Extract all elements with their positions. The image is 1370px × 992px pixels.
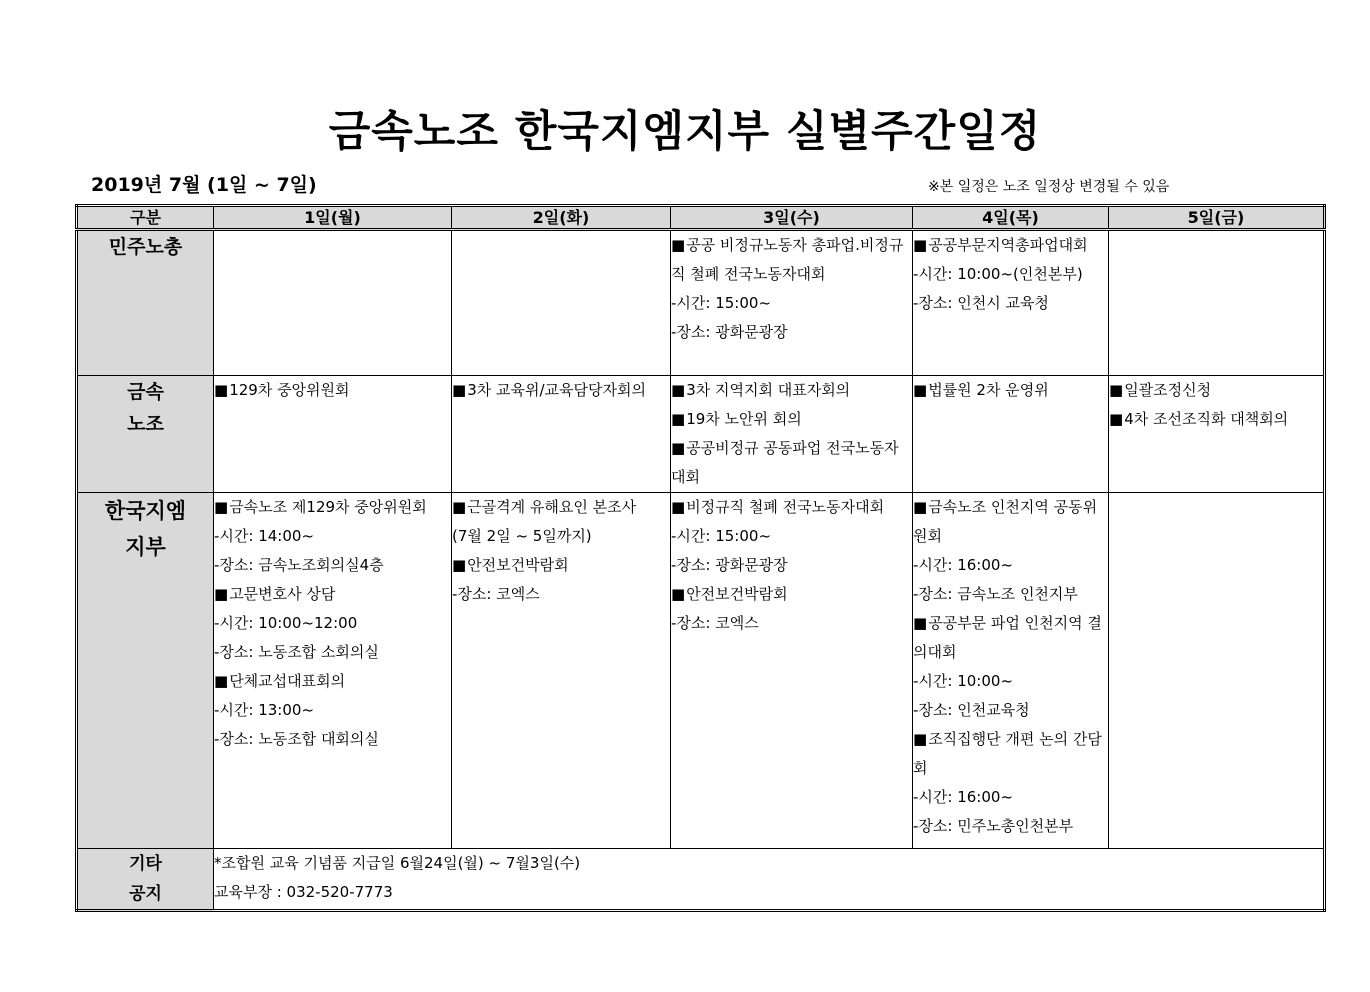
schedule-detail: -장소: 코엑스 [671, 614, 759, 632]
schedule-item: ■ 공공비정규 공동파업 전국노동자대회 [671, 434, 912, 492]
schedule-notice: ※본 일정은 노조 일정상 변경될 수 있음 [928, 179, 1170, 195]
schedule-cell [671, 376, 913, 493]
etc-notice-cell [214, 849, 1325, 911]
schedule-cell [452, 230, 671, 376]
schedule-cell [913, 376, 1109, 493]
schedule-item: ■ 근골격계 유해요인 본조사 [452, 493, 670, 522]
schedule-detail: -장소: 금속노조회의실4층 [214, 556, 384, 574]
row-category-gm-korea [77, 493, 214, 849]
schedule-item: ■ 3차 지역지회 대표자회의 [671, 376, 912, 405]
etc-notice-line: 교육부장 : 032-520-7773 [214, 883, 393, 901]
schedule-detail: -장소: 금속노조 인천지부 [913, 585, 1078, 603]
schedule-item: ■ 4차 조선조직화 대책회의 [1109, 405, 1323, 434]
schedule-cell [671, 230, 913, 376]
schedule-item: ■ 공공부문 파업 인천지역 결의대회 [913, 609, 1108, 667]
category-label: 기타 [129, 854, 162, 874]
schedule-detail: -시간: 15:00~ [671, 294, 772, 312]
schedule-cell [1109, 376, 1325, 493]
column-header-category: 구분 [77, 206, 214, 230]
schedule-detail: -장소: 광화문광장 [671, 556, 788, 574]
schedule-cell [452, 493, 671, 849]
schedule-detail: -장소: 광화문광장 [671, 323, 788, 341]
category-label: 한국지엠 [104, 499, 187, 523]
schedule-period: 2019년 7월 (1일 ~ 7일) [91, 174, 317, 196]
schedule-item: ■ 조직집행단 개편 논의 간담회 [913, 725, 1108, 783]
schedule-detail: -시간: 10:00~12:00 [214, 614, 358, 632]
schedule-item: ■ 금속노조 제129차 중앙위원회 [214, 493, 451, 522]
weekly-schedule-table [75, 204, 1326, 912]
schedule-detail: -시간: 10:00~(인천본부) [913, 265, 1083, 283]
schedule-item: ■ 단체교섭대표회의 [214, 667, 451, 696]
schedule-detail: -장소: 노동조합 소회의실 [214, 643, 379, 661]
schedule-item: ■ 안전보건박람회 [452, 551, 670, 580]
schedule-detail: -시간: 15:00~ [671, 527, 772, 545]
schedule-detail: -시간: 10:00~ [913, 672, 1014, 690]
schedule-cell [214, 376, 452, 493]
schedule-detail: -시간: 16:00~ [913, 788, 1014, 806]
column-header-day-3: 3일(수) [671, 206, 913, 230]
schedule-cell [452, 376, 671, 493]
schedule-detail: -장소: 민주노총인천본부 [913, 817, 1074, 835]
schedule-detail: -장소: 인천시 교육청 [913, 294, 1049, 312]
row-category-etc [77, 849, 214, 911]
schedule-cell [913, 493, 1109, 849]
schedule-cell [214, 493, 452, 849]
schedule-item: ■ 3차 교육위/교육담당자회의 [452, 376, 670, 405]
schedule-detail: -장소: 코엑스 [452, 585, 540, 603]
schedule-item: ■ 금속노조 인천지역 공동위원회 [913, 493, 1108, 551]
schedule-cell [1109, 230, 1325, 376]
schedule-cell [1109, 493, 1325, 849]
schedule-cell [671, 493, 913, 849]
column-header-day-4: 4일(목) [913, 206, 1109, 230]
column-header-day-2: 2일(화) [452, 206, 671, 230]
schedule-item: ■ 공공 비정규노동자 총파업.비정규직 철폐 전국노동자대회 [671, 231, 912, 289]
page-title: 금속노조 한국지엠지부 실별주간일정 [328, 107, 1042, 157]
table-row-etc [77, 849, 1325, 911]
schedule-item: ■ 129차 중앙위원회 [214, 376, 451, 405]
schedule-item: ■ 19차 노안위 회의 [671, 405, 912, 434]
schedule-item: ■ 고문변호사 상담 [214, 580, 451, 609]
category-label: 금속 [127, 381, 164, 403]
table-header-row [77, 206, 1325, 230]
category-label: 지부 [125, 535, 166, 559]
schedule-detail: -장소: 노동조합 대회의실 [214, 730, 379, 748]
table-row-kmwu [77, 376, 1325, 493]
category-label: 공지 [129, 884, 162, 904]
schedule-cell [214, 230, 452, 376]
table-row-kctu [77, 230, 1325, 376]
schedule-detail: -시간: 13:00~ [214, 701, 315, 719]
schedule-cell [913, 230, 1109, 376]
schedule-item: ■ 비정규직 철폐 전국노동자대회 [671, 493, 912, 522]
column-header-day-1: 1일(월) [214, 206, 452, 230]
schedule-item: ■ 공공부문지역총파업대회 [913, 231, 1108, 260]
schedule-item: ■ 안전보건박람회 [671, 580, 912, 609]
schedule-detail: -시간: 14:00~ [214, 527, 315, 545]
row-category-kmwu [77, 376, 214, 493]
category-label: 민주노총 [108, 236, 183, 258]
schedule-detail: (7월 2일 ~ 5일까지) [452, 527, 592, 545]
column-header-day-5: 5일(금) [1109, 206, 1325, 230]
schedule-detail: -시간: 16:00~ [913, 556, 1014, 574]
schedule-item: ■ 일괄조정신청 [1109, 376, 1323, 405]
schedule-item: ■ 법률원 2차 운영위 [913, 376, 1108, 405]
table-row-gm-korea [77, 493, 1325, 849]
row-category-kctu [77, 230, 214, 376]
schedule-detail: -장소: 인천교육청 [913, 701, 1030, 719]
etc-notice-line: *조합원 교육 기념품 지급일 6월24일(월) ~ 7월3일(수) [214, 854, 581, 872]
category-label: 노조 [127, 413, 164, 435]
